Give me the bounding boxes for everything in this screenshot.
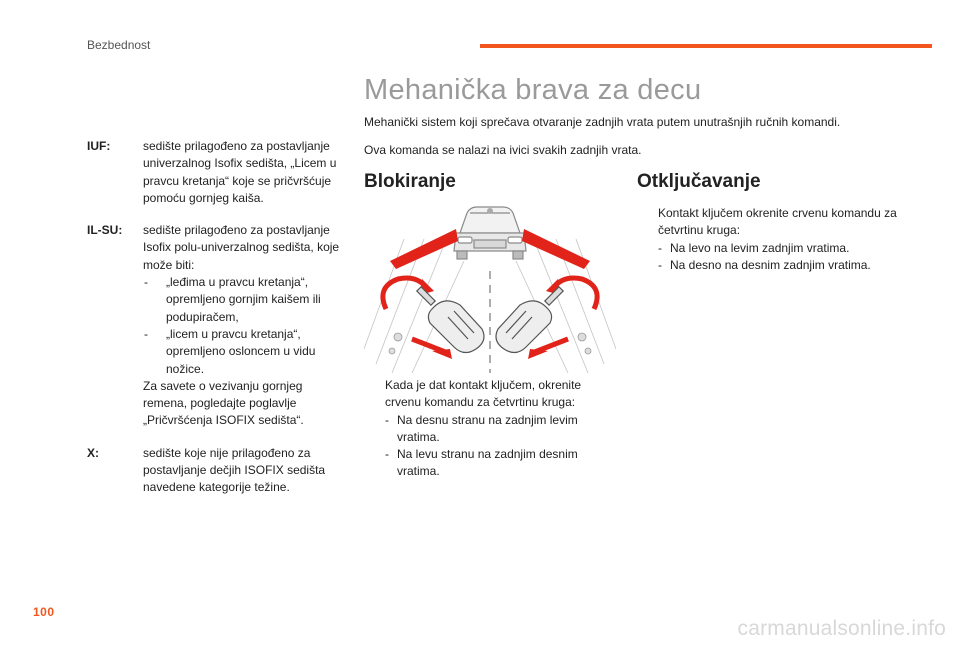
header-accent-bar [480, 44, 932, 48]
definition-iuf [87, 138, 349, 207]
car-icon [454, 207, 526, 259]
unlocking-heading: Otključavanje [637, 171, 761, 192]
intro-paragraph: Ova komanda se nalazi na ivici svakih zadnjih vrata. [364, 143, 642, 158]
bullet-item: Kontakt ključem okrenite crvenu komandu za četvrtinu kruga: [658, 206, 897, 238]
isofix-definitions [87, 138, 349, 512]
definition-list [143, 274, 349, 378]
list-item: - Na levu stranu na zadnjim desnim vratima. [385, 447, 578, 479]
unlocking-instructions [637, 205, 897, 274]
list-item: - Na levo na levim zadnjim vratima. [658, 240, 850, 255]
section-title: Bezbednost [87, 38, 151, 52]
definition-note: Za savete o vezivanju gornjeg remena, pogledajte poglavlje „Pričvršćenja ISOFIX sedišta“. [143, 378, 304, 428]
definition-term: IL-SU: [87, 223, 123, 238]
locking-heading: Blokiranje [364, 171, 456, 192]
definition-il-su [87, 222, 349, 430]
definition-text: sedište prilagođeno za postavljanje Isofix polu-univerzalnog sedišta, koje može biti: [143, 223, 340, 272]
intro-text [364, 114, 924, 171]
locking-instructions [364, 377, 604, 481]
dash-marker: - [144, 326, 148, 341]
definition-term: IUF: [87, 139, 111, 153]
definition-text: sedište koje nije prilagođeno za postavljanje dečjih ISOFIX sedišta navedene kategorije težine. [143, 445, 326, 495]
bullet-item: Kada je dat kontakt ključem, okrenite crvenu komandu za četvrtinu kruga: [385, 378, 582, 410]
unlocking-sublist [637, 240, 897, 275]
definition-x [87, 445, 349, 497]
definition-term: X: [87, 445, 99, 460]
list-item: - „licem u pravcu kretanja“, opremljeno osloncem u vidu nožice. [144, 326, 316, 376]
list-item: - Na desno na desnim zadnjim vratima. [658, 257, 871, 272]
list-item: - Na desnu stranu na zadnjim levim vratima. [385, 412, 578, 444]
car-emblem-icon [487, 208, 493, 214]
page-number: 100 [33, 605, 55, 619]
list-item: - „leđima u pravcu kretanja“, opremljeno gornjim kaišem ili podupiračem, [144, 275, 321, 324]
child-lock-illustration [364, 199, 616, 373]
watermark: carmanualsonline.info [737, 617, 946, 640]
intro-paragraph: Mehanički sistem koji sprečava otvaranje zadnjih vrata putem unutrašnjih ručnih komandi. [364, 115, 841, 129]
page-title: Mehanička brava za decu [364, 74, 702, 106]
locking-sublist [364, 412, 604, 481]
dash-marker: - [144, 275, 148, 290]
definition-text: sedište prilagođeno za postavljanje univerzalnog Isofix sedišta, „Licem u pravcu kretanja“ koje se pričvršćuje pomoću gornjeg kaiša. [143, 139, 337, 205]
